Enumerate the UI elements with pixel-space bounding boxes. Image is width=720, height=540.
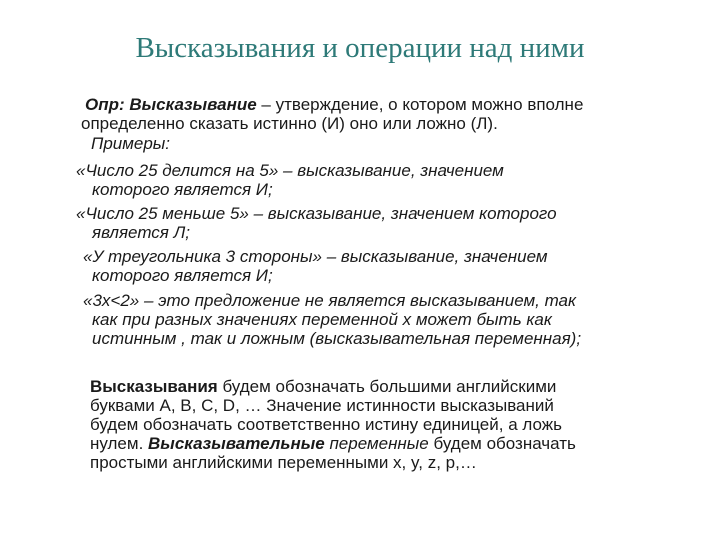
notation-line-5: простыми английскими переменными x, y, z, p,… xyxy=(90,453,477,472)
example-2-line-2: является Л; xyxy=(92,223,190,242)
notation-text-4a: нулем. xyxy=(90,434,149,453)
definition-term: Опр: Высказывание xyxy=(85,95,257,114)
notation-line-2: буквами А, В, С, D, … Значение истинности высказываний xyxy=(90,396,554,415)
example-4-line-1: «3x<2» – это предложение не является высказыванием, так xyxy=(83,291,577,310)
definition-line-2: определенно сказать истинно (И) оно или ложно (Л). xyxy=(81,114,498,133)
example-1-line-2: которого является И; xyxy=(92,180,273,199)
definition-text-1: – утверждение, о котором можно вполне xyxy=(256,95,584,114)
notation-line-3: будем обозначать соответственно истину единицей, а ложь xyxy=(90,415,562,434)
notation-text-1: будем обозначать большими английскими xyxy=(217,377,557,396)
example-3-line-1: «У треугольника 3 стороны» – высказывание, значением xyxy=(83,247,548,266)
example-4-line-3: истинным , так и ложным (высказывательная переменная); xyxy=(92,329,582,348)
example-2-line-1: «Число 25 меньше 5» – высказывание, значением которого xyxy=(76,204,557,223)
example-1-line-1: «Число 25 делится на 5» – высказывание, значением xyxy=(76,161,504,180)
definition-line-1 xyxy=(85,95,583,114)
notation-line-1 xyxy=(90,377,556,396)
examples-header: Примеры: xyxy=(91,134,171,153)
notation-text-4c: будем обозначать xyxy=(428,434,576,453)
notation-line-4 xyxy=(90,434,576,453)
slide-title: Высказывания и операции над ними xyxy=(135,32,585,64)
example-4-line-2: как при разных значениях переменной x может быть как xyxy=(92,310,552,329)
notation-term-2: Высказывательные xyxy=(148,434,325,453)
notation-text-4b: переменные xyxy=(324,434,429,453)
example-3-line-2: которого является И; xyxy=(92,266,273,285)
notation-term: Высказывания xyxy=(90,377,218,396)
